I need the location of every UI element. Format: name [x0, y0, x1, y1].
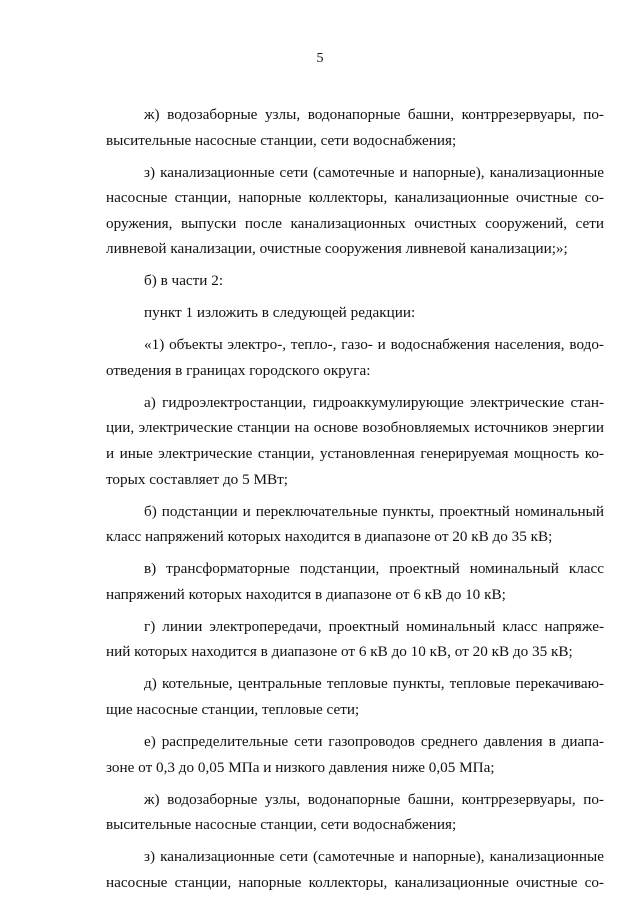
text-line: щие насосные станции, тепловые сети;	[106, 700, 360, 718]
text-line: класс напряжений которых находится в диапазоне от 20 кВ до 35 кВ;	[106, 528, 553, 546]
paragraph	[106, 614, 604, 665]
text-line: ж) водозаборные узлы, водонапорные башни, контррезервуары, по-	[144, 106, 604, 123]
paragraph	[106, 729, 604, 780]
text-line: «1) объекты электро-, тепло-, газо- и водоснабжения населения, водо-	[144, 336, 604, 354]
text-line: отведения в границах городского округа:	[106, 361, 371, 379]
paragraph	[106, 844, 604, 895]
text-line: в) трансформаторные подстанции, проектный номинальный класс	[144, 560, 604, 578]
document-body	[106, 102, 604, 895]
text-line: б) в части 2:	[144, 272, 224, 290]
text-line: и иные электрические станции, установленная генерируемая мощность ко-	[106, 445, 604, 463]
paragraph	[106, 268, 604, 294]
paragraph	[106, 332, 604, 383]
paragraph	[106, 671, 604, 722]
text-line: насосные станции, напорные коллекторы, канализационные очистные со-	[106, 189, 604, 207]
text-line: ции, электрические станции на основе возобновляемых источников энергии	[106, 419, 604, 437]
paragraph	[106, 499, 604, 550]
page-number: 5	[316, 51, 324, 66]
text-line: б) подстанции и переключательные пункты, проектный номинальный	[144, 502, 604, 520]
text-line: высительные насосные станции, сети водоснабжения;	[106, 131, 457, 149]
text-line: напряжений которых находится в диапазоне от 6 кВ до 10 кВ;	[106, 585, 506, 603]
paragraph	[106, 556, 604, 607]
paragraph	[106, 160, 604, 262]
paragraph	[106, 102, 604, 153]
text-line: е) распределительные сети газопроводов среднего давления в диапа-	[144, 732, 604, 750]
text-line: ний которых находится в диапазоне от 6 кВ до 10 кВ, от 20 кВ до 35 кВ;	[106, 643, 573, 661]
text-line: ж) водозаборные узлы, водонапорные башни, контррезервуары, по-	[144, 790, 604, 808]
text-line: торых составляет до 5 МВт;	[106, 470, 288, 488]
text-line: з) канализационные сети (самотечные и напорные), канализационные	[144, 848, 604, 866]
text-line: зоне от 0,3 до 0,05 МПа и низкого давления ниже 0,05 МПа;	[106, 758, 495, 776]
text-line: насосные станции, напорные коллекторы, канализационные очистные со-	[106, 873, 604, 891]
paragraph	[106, 390, 604, 492]
text-line: ливневой канализации, очистные сооружения ливневой канализации;»;	[106, 240, 568, 258]
paragraph	[106, 300, 604, 326]
text-line: д) котельные, центральные тепловые пункты, тепловые перекачиваю-	[144, 675, 604, 693]
text-line: а) гидроэлектростанции, гидроаккумулирующие электрические стан-	[144, 393, 604, 411]
text-line: пункт 1 изложить в следующей редакции:	[144, 304, 416, 322]
text-line: оружения, выпуски после канализационных очистных сооружений, сети	[106, 214, 604, 232]
text-line: г) линии электропередачи, проектный номинальный класс напряже-	[144, 617, 604, 635]
text-line: з) канализационные сети (самотечные и напорные), канализационные	[144, 163, 604, 181]
paragraph	[106, 787, 604, 838]
text-line: высительные насосные станции, сети водоснабжения;	[106, 816, 457, 834]
